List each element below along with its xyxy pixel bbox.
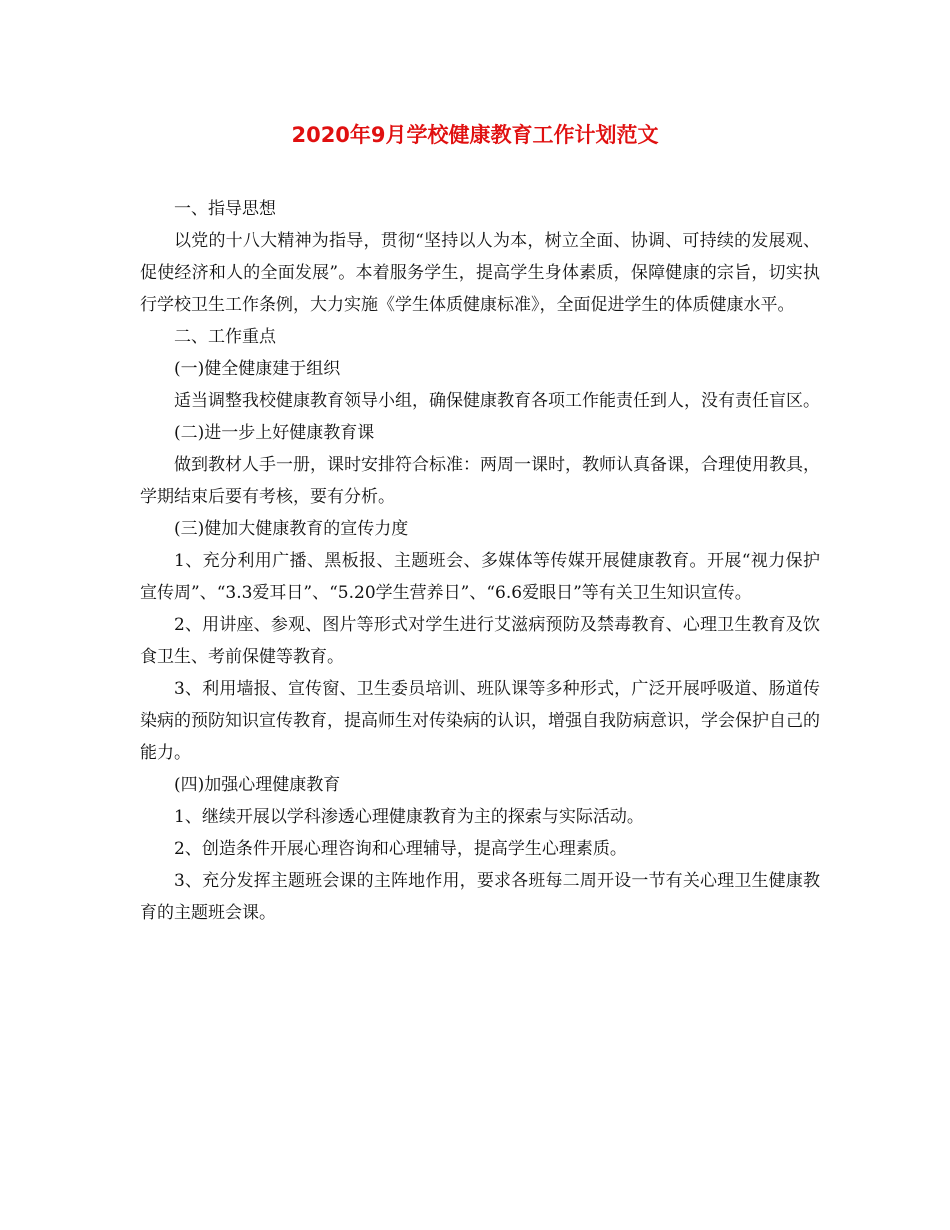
section-heading-guiding-ideology: 一、指导思想 bbox=[174, 199, 276, 219]
list-item-publicity-3: 3、利用墙报、宣传窗、卫生委员培训、班队课等多种形式，广泛开展呼吸道、肠道传染病的预防知识宣传教育，提高师生对传染病的认识，增强自我防病意识，学会保护自己的能力。 bbox=[140, 679, 820, 763]
document-body bbox=[140, 193, 820, 929]
subheading-health-class: (二)进一步上好健康教育课 bbox=[174, 423, 375, 443]
paragraph-health-class: 做到教材人手一册，课时安排符合标准：两周一课时，教师认真备课，合理使用教具，学期结束后要有考核，要有分析。 bbox=[140, 455, 820, 507]
list-item-mental-health-2: 2、创造条件开展心理咨询和心理辅导，提高学生心理素质。 bbox=[174, 839, 627, 859]
subheading-publicity: (三)健加大健康教育的宣传力度 bbox=[174, 519, 409, 539]
list-item-mental-health-1: 1、继续开展以学科渗透心理健康教育为主的探索与实际活动。 bbox=[174, 807, 644, 827]
document-title: 2020年9月学校健康教育工作计划范文 bbox=[291, 123, 659, 147]
paragraph-organization: 适当调整我校健康教育领导小组，确保健康教育各项工作能责任到人，没有责任盲区。 bbox=[174, 391, 820, 411]
subheading-organization: (一)健全健康建于组织 bbox=[174, 359, 341, 379]
list-item-mental-health-3: 3、充分发挥主题班会课的主阵地作用，要求各班每二周开设一节有关心理卫生健康教育的主题班会课。 bbox=[140, 871, 820, 923]
list-item-publicity-2: 2、用讲座、参观、图片等形式对学生进行艾滋病预防及禁毒教育、心理卫生教育及饮食卫生、考前保健等教育。 bbox=[140, 615, 820, 667]
list-item-publicity-1: 1、充分利用广播、黑板报、主题班会、多媒体等传媒开展健康教育。开展“视力保护宣传周”、“3.3爱耳日”、“5.20学生营养日”、“6.6爱眼日”等有关卫生知识宣传。 bbox=[140, 551, 820, 603]
section-heading-work-focus: 二、工作重点 bbox=[174, 327, 276, 347]
paragraph-guiding-ideology: 以党的十八大精神为指导，贯彻“坚持以人为本，树立全面、协调、可持续的发展观、促使经济和人的全面发展”。本着服务学生，提高学生身体素质，保障健康的宗旨，切实执行学校卫生工作条例，大力实施《学生体质健康标准》，全面促进学生的体质健康水平。 bbox=[140, 231, 820, 315]
subheading-mental-health: (四)加强心理健康教育 bbox=[174, 775, 341, 795]
